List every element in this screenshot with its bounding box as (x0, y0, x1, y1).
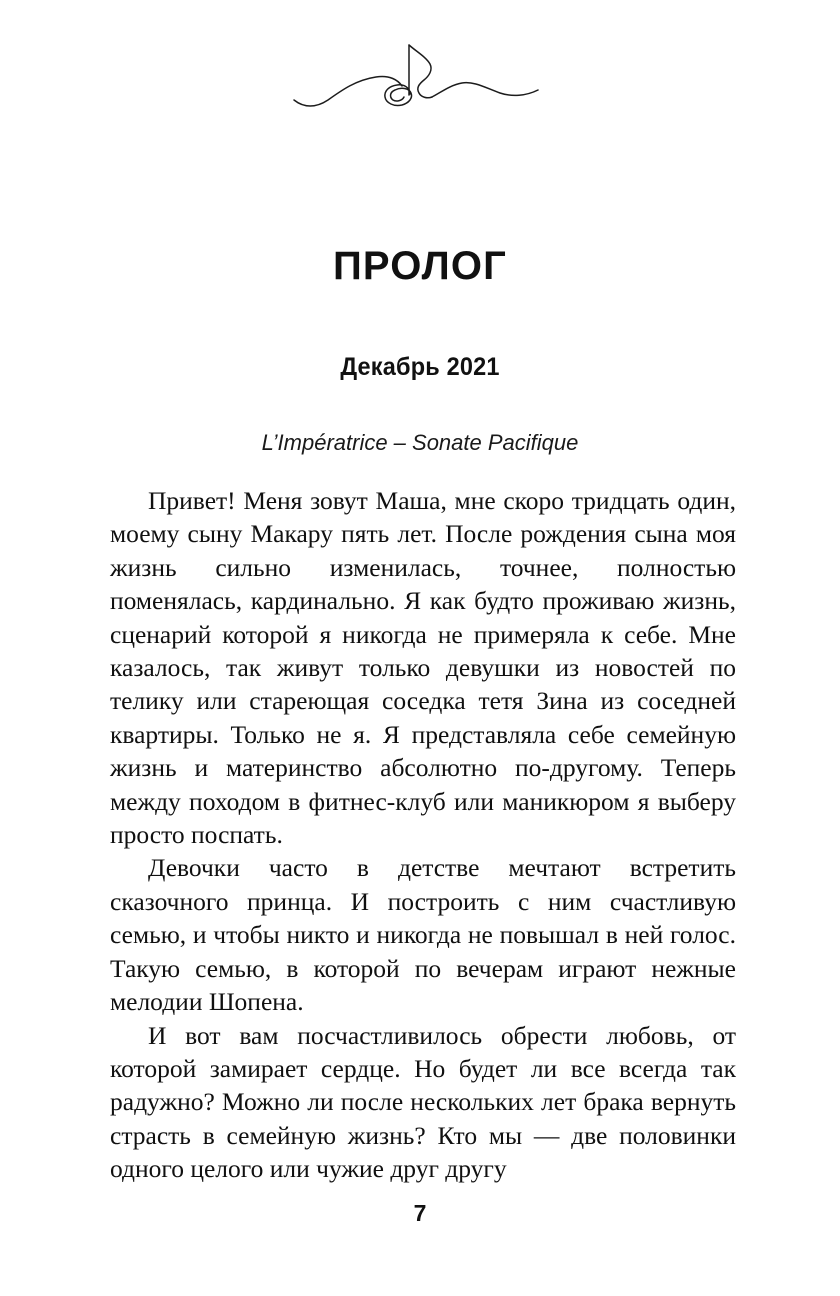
chapter-title: ПРОЛОГ (332, 244, 508, 288)
chapter-date-heading: Декабрь 2021 (340, 353, 500, 381)
body-paragraph: Привет! Меня зовут Маша, мне скоро тридцать один, моему сыну Макару пять лет. После рождения сына моя жизнь сильно изменилась, точнее, полностью поменялась, кардинально. Я как будто проживаю жизнь, сценарий которой я никогда не примеряла к себе. Мне казалось, так живут только девушки из новостей по телику или стареющая соседка тетя Зина из соседней квартиры. Только не я. Я представляла себе семейную жизнь и материнство абсолютно по-другому. Теперь между походом в фитнес-клуб или маникюром я выберу просто поспать. (110, 486, 736, 850)
musical-note-flourish-ornament (0, 38, 840, 134)
epigraph-song-credit: L’Impératrice – Sonate Pacifique (261, 430, 579, 455)
body-paragraph: И вот вам посчастливилось обрести любовь, от которой замирает сердце. Но будет ли все всегда так радужно? Можно ли после нескольких лет брака вернуть страсть в семейную жизнь? Кто мы — две половинки одного целого или чужие друг другу (110, 1020, 736, 1184)
musical-note-flourish-icon (290, 38, 550, 128)
body-paragraph: Девочки часто в детстве мечтают встретить сказочного принца. И построить с ним счастливую семью, и чтобы никто и никогда не повышал в ней голос. Такую семью, в которой по вечерам играют нежные мелодии Шопена. (110, 853, 736, 1017)
page-number: 7 (413, 1200, 427, 1226)
body-text (110, 484, 736, 1186)
